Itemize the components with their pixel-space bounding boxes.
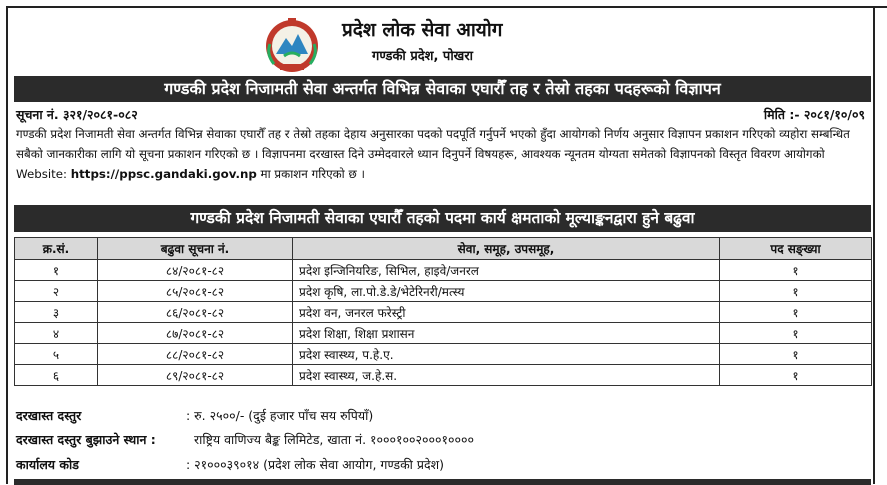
header-service: सेवा, समूह, उपसमूह, [293,238,720,260]
bank-value: राष्ट्रिय वाणिज्य बैङ्क लिमिटेड, खाता नं. १०००१००२०००१०००० [194,432,475,447]
cell-serial: ३ [15,302,98,323]
cell-notice-no: ८७/२०८१-८२ [98,323,293,344]
nepal-emblem-icon [262,14,322,74]
cell-serial: ४ [15,323,98,344]
cell-notice-no: ८५/२०८१-८२ [98,281,293,302]
org-subtitle: गण्डकी प्रदेश, पोखरा [372,49,473,64]
cell-serial: १ [15,260,98,281]
cell-post-count: १ [720,323,872,344]
table-row [15,365,872,386]
fee-label: दरखास्त दस्तुर [16,408,82,423]
cell-notice-no: ८९/२०८१-८२ [98,365,293,386]
cell-serial: ५ [15,344,98,365]
cell-service: प्रदेश कृषि, ला.पो.डे.डे/भेटेरिनरी/मत्स्य [293,281,720,302]
office-code-value: : २१०००३९०१४ (प्रदेश लोक सेवा आयोग, गण्डकी प्रदेश) [186,457,445,472]
cell-serial: २ [15,281,98,302]
cell-post-count: १ [720,281,872,302]
section-banner: गण्डकी प्रदेश निजामती सेवाका एघारौँ तहको पदमा कार्य क्षमताको मूल्याङ्कनद्वारा हुने बढुवा [14,205,871,232]
header-serial: क्र.सं. [15,238,98,260]
cell-notice-no: ८८/२०८१-८२ [98,344,293,365]
table-row [15,260,872,281]
bottom-banner-edge [14,479,871,485]
notice-paragraph [16,124,868,184]
cell-notice-no: ८४/२०८१-८२ [98,260,293,281]
cell-service: प्रदेश स्वास्थ्य, प.हे.ए. [293,344,720,365]
office-code-label: कार्यालय कोड [16,457,79,472]
website-link[interactable]: https://ppsc.gandaki.gov.np [70,167,257,181]
top-rule [866,6,887,8]
cell-post-count: १ [720,365,872,386]
notice-date: मिति :- २०८१/१०/०९ [763,107,865,122]
cell-post-count: १ [720,344,872,365]
cell-service: प्रदेश इन्जिनियरिङ, सिभिल, हाइवे/जनरल [293,260,720,281]
table-row [15,344,872,365]
cell-post-count: १ [720,302,872,323]
bank-label: दरखास्त दस्तुर बुझाउने स्थान : [16,432,156,447]
cell-service: प्रदेश स्वास्थ्य, ज.हे.स. [293,365,720,386]
org-title: प्रदेश लोक सेवा आयोग [342,19,503,41]
cell-serial: ६ [15,365,98,386]
table-row [15,302,872,323]
main-banner: गण्डकी प्रदेश निजामती सेवा अन्तर्गत विभिन्न सेवाका एघारौँ तह र तेस्रो तहका पदहरूको विज्ञापन [14,76,871,102]
notice-number: सूचना नं. ३२१/२०८१-०८२ [16,107,138,122]
cell-notice-no: ८६/२०८१-८२ [98,302,293,323]
cell-post-count: १ [720,260,872,281]
fee-value: : रु. २५००/- (दुई हजार पाँच सय रुपियाँ) [186,408,374,423]
paragraph-text: गण्डकी प्रदेश निजामती सेवा अन्तर्गत विभिन्न सेवाका एघारौँ तह र तेस्रो तहका देहाय अनुसारका पदको पदपूर्ति गर्नुपर्ने भएको हुँदा आयोगको निर्णय अनुसार विज्ञापन प्रकाशन गरिएको व्यहोरा सम्बन्धित सबैको जानकारीका लागि यो सूचना प्रकाशन गरिएको छ । विज्ञापनमा दरखास्त दिने उम्मेदवारले ध्यान दिनुपर्ने विषयहरू, आवश्यक न्यूनतम योग्यता समेतको विज्ञापनको विस्तृत विवरण आयोगको Website: [16,127,850,181]
table-row [15,281,872,302]
table-row [15,323,872,344]
notice-line [14,106,871,124]
table-header-row [15,238,872,260]
header-notice-no: बढुवा सूचना नं. [98,238,293,260]
cell-service: प्रदेश शिक्षा, शिक्षा प्रशासन [293,323,720,344]
header-post-count: पद सङ्ख्या [720,238,872,260]
paragraph-text-end: मा प्रकाशन गरिएको छ । [256,167,365,181]
cell-service: प्रदेश वन, जनरल फरेस्ट्री [293,302,720,323]
posts-table [14,237,872,386]
